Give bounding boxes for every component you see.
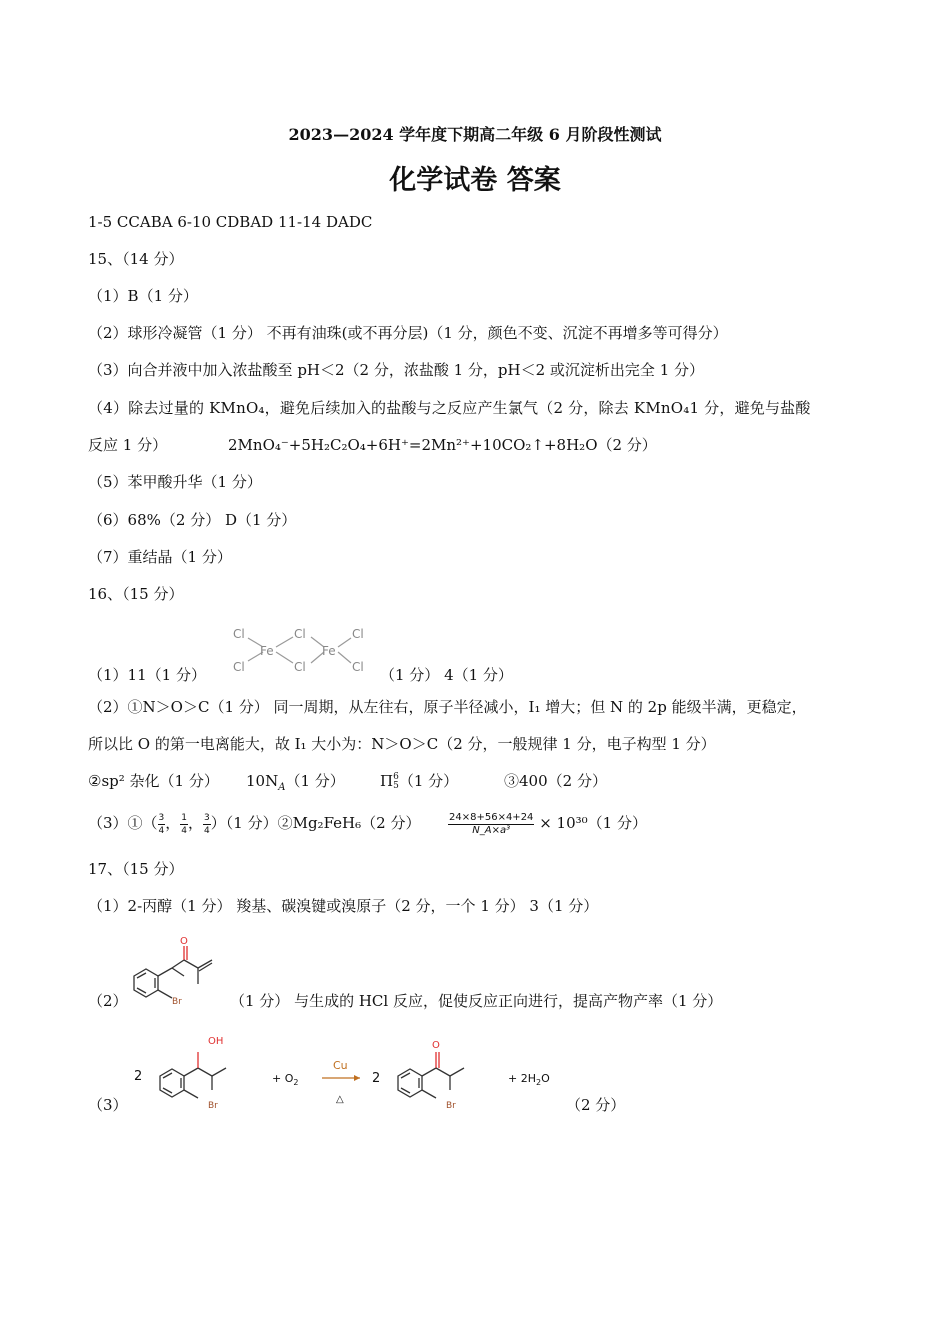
q15-header: 15、（14 分） [88, 250, 184, 268]
density-expression [448, 808, 647, 838]
q17-part2-text: （1 分） 与生成的 HCl 反应，促使反应正向进行，提高产物产率（1 分） [230, 992, 723, 1010]
q16-part2-value: ③400（2 分） [504, 772, 607, 790]
pi-score: （1 分） [398, 772, 459, 790]
oxygen-label: O [432, 1040, 440, 1051]
oxygen-reagent: + $O_2$ [272, 1072, 299, 1087]
cl-atom: Cl [352, 660, 364, 674]
heat-symbol: △ [336, 1094, 344, 1105]
bromine-label: Br [208, 1101, 218, 1111]
q15-ionic-equation: 2MnO₄⁻+5H₂C₂O₄+6H⁺=2Mn²⁺+10CO₂↑+8H₂O（2 分） [228, 436, 657, 454]
q16-part2-line1: （2）①N＞O＞C（1 分） 同一周期，从左往右，原子半径减小，I₁ 增大；但 N 的 2p 能级半满，更稳定， [88, 698, 807, 716]
pi-superscript: 6 [393, 772, 399, 782]
q16-part3: （3）①（ $\frac{3}{4}$ ， $\frac{1}{4}$ ， $\frac{3}{4}$ ）（1 分）②Mg₂FeH₆（2 分） [88, 812, 421, 836]
cl-atom: Cl [233, 627, 245, 641]
coefficient: 2 [372, 1071, 381, 1086]
answer-title: 化学试卷 答案 [389, 165, 561, 196]
na-value: 10N [246, 772, 279, 790]
pi-bond [380, 770, 458, 792]
q17-part3-score: （2 分） [566, 1096, 626, 1114]
fraction: $\frac{3}{4}$ [158, 812, 165, 836]
formula-text: ）（1 分）②Mg₂FeH₆（2 分） [210, 814, 421, 832]
cl-atom: Cl [233, 660, 245, 674]
density-fraction: $\frac{24\times 8+56\times 4+24}{\text{N\_A×a³}}$ [449, 811, 534, 836]
q17-part3-label: （3） [88, 1096, 128, 1114]
coefficient: 2 [134, 1069, 143, 1084]
q15-part4-line2: 反应 1 分） [88, 436, 168, 454]
fe-atom: Fe [260, 644, 274, 658]
cl-atom: Cl [352, 627, 364, 641]
water-product: + $2H_2O$ [508, 1072, 550, 1087]
q16-part2-hybrid [88, 770, 219, 792]
fe-atom: Fe [322, 644, 336, 658]
q17-part2-label: （2） [88, 992, 128, 1010]
na-score: （1 分） [285, 772, 345, 790]
choice-answers: 1-5 CCABA 6-10 CDBAD 11-14 DADC [88, 213, 373, 231]
bromine-label: Br [172, 997, 182, 1006]
oxygen-label: O [180, 936, 188, 947]
q16-part1-a: （1）11（1 分） [88, 666, 206, 684]
na-subscript: A [278, 782, 286, 793]
q15-part1: （1）B（1 分） [88, 287, 198, 305]
exam-title: 2023—2024 学年度下期高二年级 6 月阶段性测试 [288, 125, 662, 144]
hydroxyl-label: OH [208, 1036, 224, 1047]
enone-bromobenzene-structure [124, 932, 232, 1006]
coord-open: （3）①（ [88, 814, 158, 832]
q17-header: 17、（15 分） [88, 860, 184, 878]
sigma-bond-count [246, 770, 345, 799]
fraction: $\frac{1}{4}$ [181, 812, 188, 836]
fraction: $\frac{3}{4}$ [204, 812, 210, 836]
q17-part1: （1）2-丙醇（1 分） 羧基、碳溴键或溴原子（2 分，一个 1 分） 3（1 分） [88, 897, 599, 915]
pi-subscript: 5 [393, 781, 399, 791]
fe2cl6-structure [226, 620, 376, 680]
q15-part3: （3）向合并液中加入浓盐酸至 pH＜2（2 分，浓盐酸 1 分，pH＜2 或沉淀析出完全 1 分） [88, 361, 705, 379]
cl-atom: Cl [294, 627, 306, 641]
q15-part2: （2）球形冷凝管（1 分） 不再有油珠(或不再分层)（1 分，颜色不变、沉淀不再增多等可得分） [88, 324, 728, 342]
pi-symbol: Π [380, 772, 394, 790]
q15-part7: （7）重结晶（1 分） [88, 548, 232, 566]
q16-part1-b: （1 分） 4（1 分） [380, 666, 513, 684]
q15-part4-line1: （4）除去过量的 KMnO₄，避免后续加入的盐酸与之反应产生氯气（2 分，除去 KMnO₄1 分，避免与盐酸 [88, 399, 811, 417]
bromine-label: Br [446, 1101, 456, 1111]
hybrid-text: ②sp² 杂化（1 分） [88, 772, 219, 790]
density-tail: × 10³⁰（1 分） [539, 814, 647, 832]
cl-atom: Cl [294, 660, 306, 674]
q16-part2-line2: 所以比 O 的第一电离能大，故 I₁ 大小为：N＞O＞C（2 分，一般规律 1 分，电子构型 1 分） [88, 735, 716, 753]
q15-part5: （5）苯甲酸升华（1 分） [88, 473, 262, 491]
oxidation-reaction [124, 1026, 584, 1118]
q15-part6: （6）68%（2 分） D（1 分） [88, 511, 297, 529]
catalyst-label: Cu [333, 1059, 348, 1072]
q16-header: 16、（15 分） [88, 585, 184, 603]
